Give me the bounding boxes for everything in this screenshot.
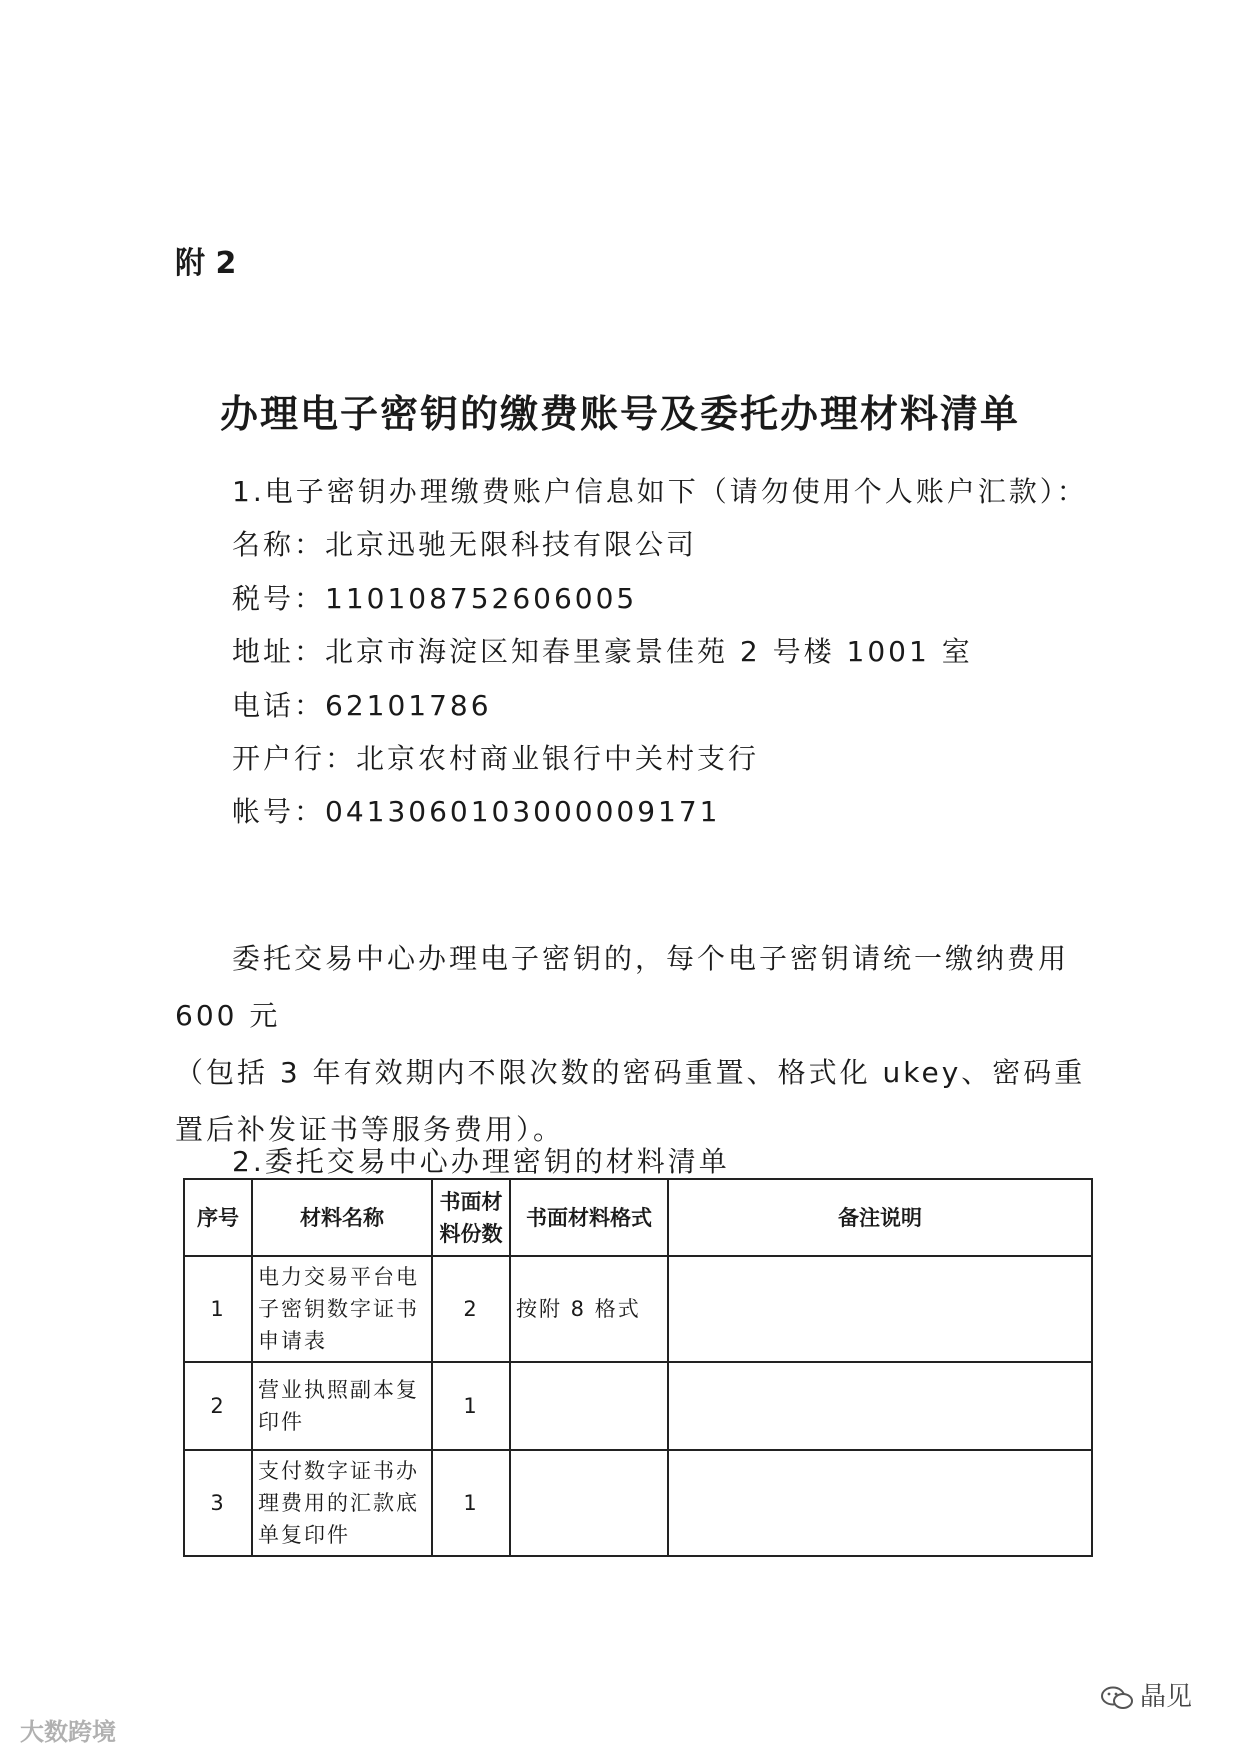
field-bank — [232, 737, 759, 777]
field-label: 电话： — [232, 689, 326, 722]
cell-copies: 2 — [432, 1256, 510, 1362]
field-value: 62101786 — [325, 689, 492, 722]
fee-note-rest: （包括 3 年有效期内不限次数的密码重置、格式化 ukey、密码重置后补发证书等服务费用）。 — [175, 1056, 1086, 1146]
cell-copies: 1 — [432, 1362, 510, 1450]
fee-note-line1: 委托交易中心办理电子密钥的，每个电子密钥请统一缴纳费用 600 元 — [175, 942, 1070, 1032]
field-label: 地址： — [232, 635, 326, 668]
cell-remark — [668, 1362, 1092, 1450]
cell-remark — [668, 1256, 1092, 1362]
header-format: 书面材料格式 — [510, 1179, 668, 1256]
field-label: 税号： — [232, 582, 326, 615]
watermark-right — [1100, 1676, 1192, 1713]
section1-heading: 1.电子密钥办理缴费账户信息如下（请勿使用个人账户汇款）： — [232, 475, 1088, 508]
field-label: 名称： — [232, 528, 326, 561]
field-value: 北京市海淀区知春里豪景佳苑 2 号楼 1001 室 — [325, 635, 973, 668]
watermark-right-text: 晶见 — [1140, 1682, 1193, 1712]
header-remark: 备注说明 — [668, 1179, 1092, 1256]
field-value: 北京迅驰无限科技有限公司 — [325, 528, 698, 561]
watermark-left — [20, 1712, 116, 1747]
field-phone — [232, 684, 492, 724]
table-row — [184, 1450, 1092, 1556]
cell-remark — [668, 1450, 1092, 1556]
fee-note — [175, 930, 1100, 1158]
materials-table — [183, 1178, 1093, 1557]
cell-name: 支付数字证书办理费用的汇款底单复印件 — [252, 1450, 432, 1556]
field-name — [232, 523, 697, 563]
cell-no: 2 — [184, 1362, 252, 1450]
field-value: 110108752606005 — [325, 582, 638, 615]
watermark-left-text: 大数跨境 — [20, 1718, 116, 1746]
header-copies: 书面材料份数 — [432, 1179, 510, 1256]
cell-format: 按附 8 格式 — [510, 1256, 668, 1362]
field-tax-number — [232, 577, 637, 617]
cell-copies: 1 — [432, 1450, 510, 1556]
table-row — [184, 1256, 1092, 1362]
page-title: 办理电子密钥的缴费账号及委托办理材料清单 — [219, 392, 1020, 436]
section2-heading: 2.委托交易中心办理密钥的材料清单 — [232, 1145, 730, 1178]
cell-no: 3 — [184, 1450, 252, 1556]
cell-format — [510, 1450, 668, 1556]
table-header-row — [184, 1179, 1092, 1256]
field-address — [232, 630, 973, 670]
cell-no: 1 — [184, 1256, 252, 1362]
field-label: 开户行： — [232, 742, 357, 775]
table-row — [184, 1362, 1092, 1450]
field-label: 帐号： — [232, 795, 326, 828]
field-account — [232, 790, 721, 830]
cell-name: 电力交易平台电子密钥数字证书申请表 — [252, 1256, 432, 1362]
field-value: 北京农村商业银行中关村支行 — [356, 742, 760, 775]
header-no: 序号 — [184, 1179, 252, 1256]
field-value: 0413060103000009171 — [325, 795, 721, 828]
attachment-label: 附 2 — [175, 246, 237, 281]
header-name: 材料名称 — [252, 1179, 432, 1256]
cell-format — [510, 1362, 668, 1450]
cell-name: 营业执照副本复印件 — [252, 1362, 432, 1450]
wechat-icon — [1100, 1686, 1134, 1710]
